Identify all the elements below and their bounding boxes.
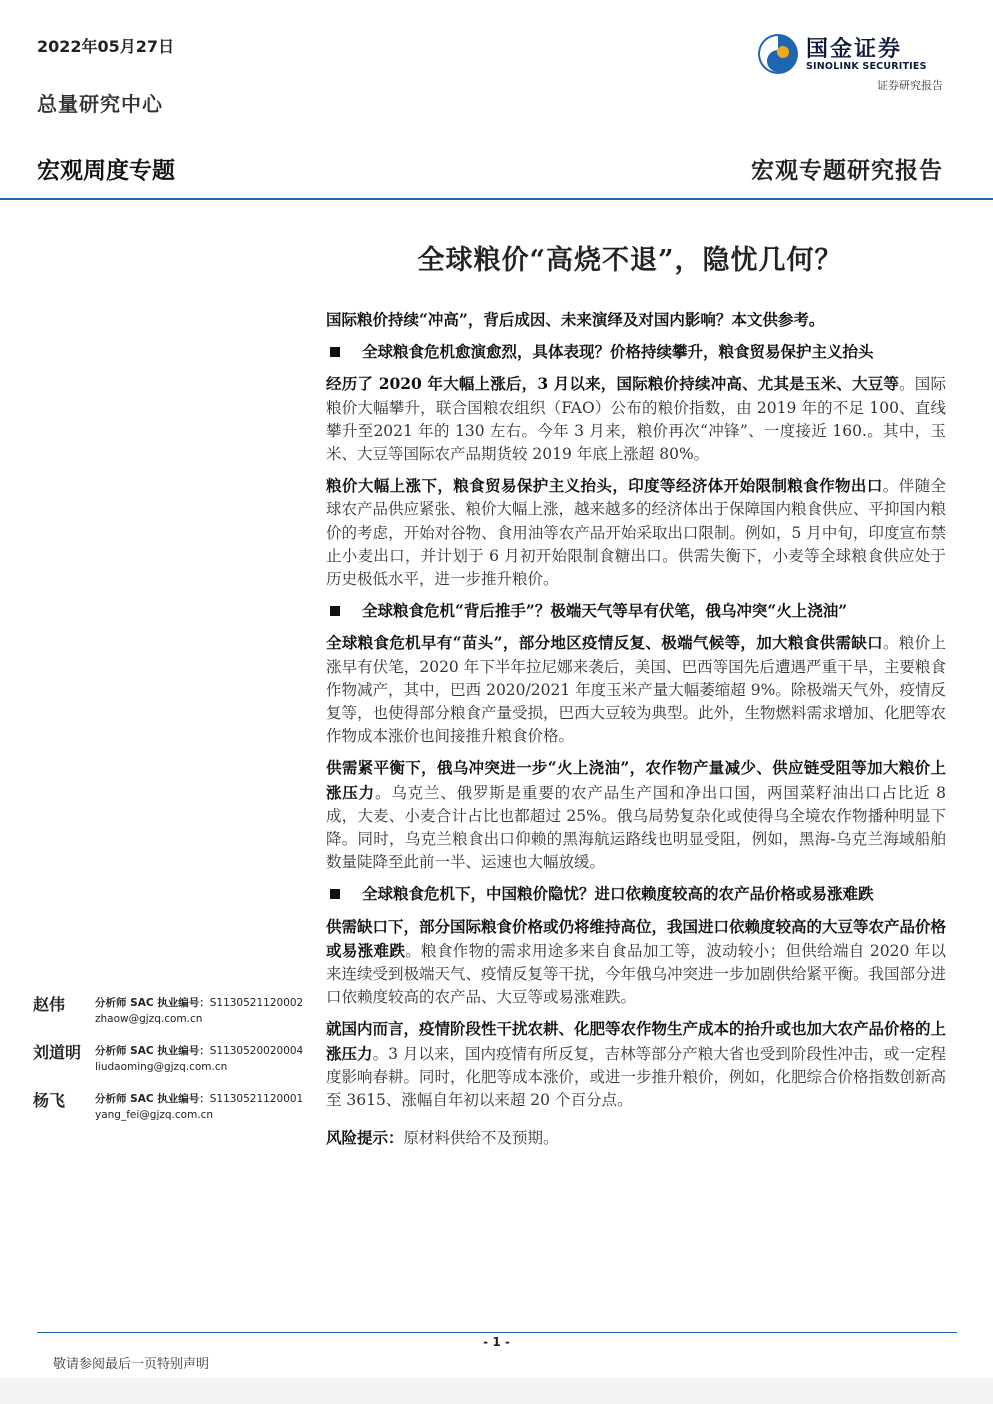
report-series: 宏观周度专题 xyxy=(37,158,175,184)
analyst-entry xyxy=(33,1086,323,1123)
paragraph-lead: 供需缺口下，部分国际粮食价格或仍将维持高位，我国进口依赖度较高的大豆等农产品价格或易涨难跌 xyxy=(326,916,947,960)
footer-divider xyxy=(37,1332,957,1333)
analyst-email[interactable]: zhaow@gjzq.com.cn xyxy=(95,1013,203,1025)
paragraph xyxy=(326,474,946,591)
report-body xyxy=(326,308,946,1159)
paragraph-text: 。粮价上涨早有伏笔，2020 年下半年拉尼娜来袭后，美国、巴西等国先后遭遇严重干旱，主要粮食作物减产，其中，巴西 2020/2021 年度玉米产量大幅萎缩超 9%。除极端天气外，疫情反复等，也使得部分粮食产量受损，巴西大豆较为典型。此外，生物燃料需求增加、化肥等农作物成本涨价也间接推升粮食价格。 xyxy=(326,634,947,746)
paragraph-text: 。乌克兰、俄罗斯是重要的农产品生产国和净出口国，两国菜籽油出口占比近 8 成，大麦、小麦合计占比也都超过 25%。俄乌局势复杂化或使得乌全境农作物播种明显下降。同时，乌克兰粮食出口仰赖的黑海航运路线也明显受阻，例如，黑海-乌克兰海域船舶数量陡降至此前一半、运速也大幅放缓。 xyxy=(326,783,946,872)
bullet-square-icon xyxy=(330,347,340,357)
research-center: 总量研究中心 xyxy=(37,92,163,116)
analyst-entry xyxy=(33,1038,323,1075)
bullet-square-icon xyxy=(330,889,340,899)
bullet-square-icon xyxy=(330,606,340,616)
intro-line: 国际粮价持续“冲高”，背后成因、未来演绎及对国内影响？本文供参考。 xyxy=(326,310,825,329)
header-divider xyxy=(0,198,993,200)
analyst-entry xyxy=(33,990,323,1027)
bottom-band xyxy=(0,1378,993,1404)
paragraph-lead: 经历了 2020 年大幅上涨后，3 月以来，国际粮价持续冲高、尤其是玉米、大豆等 xyxy=(326,374,900,394)
analyst-list xyxy=(33,990,323,1134)
paragraph xyxy=(326,631,946,748)
cert-number: S1130521120002 xyxy=(209,997,304,1009)
section-heading: 全球粮食危机下，中国粮价隐忧？进口依赖度较高的农产品价格或易涨难跌 xyxy=(326,882,946,905)
analyst-email[interactable]: liudaoming@gjzq.com.cn xyxy=(95,1061,228,1073)
paragraph-text: 。国际粮价大幅攀升，联合国粮农组织（FAO）公布的粮价指数，由 2019 年的不足 100、直线攀升至2021 年的 130 左右。今年 3 月来，粮价再次“冲锋”、一度接近 160.。其中，玉米、大豆等国际农产品期货较 2019 年底上涨超 80%。 xyxy=(326,375,946,464)
analyst-name: 杨飞 xyxy=(33,1091,66,1110)
report-type: 宏观专题研究报告 xyxy=(751,157,943,184)
footer-disclaimer: 敬请参阅最后一页特别声明 xyxy=(53,1357,210,1372)
section-heading: 全球粮食危机“背后推手”？极端天气等早有伏笔，俄乌冲突“火上浇油” xyxy=(326,599,946,622)
risk-label: 风险提示： xyxy=(326,1128,404,1148)
logo-mark-icon xyxy=(756,32,800,76)
report-title: 全球粮价“高烧不退”，隐忧几何？ xyxy=(417,245,843,276)
paragraph-text: 。3 月以来，国内疫情有所反复，吉林等部分产粮大省也受到阶段性冲击，或一定程度影响春耕。同时，化肥等成本涨价，或进一步推升粮价，例如，化肥综合价格指数创新高至 3615、涨幅自年初以来超 20 个百分点。 xyxy=(326,1044,947,1110)
paragraph-text: 。伴随全球农产品供应紧张、粮价大幅上涨，越来越多的经济体出于保障国内粮食供应、平抑国内粮价的考虑，开始对谷物、食用油等农产品开始采取出口限制。例如，5 月中旬，印度宣布禁止小麦出口，并计划于 6 月初开始限制食糖出口。供需失衡下，小麦等全球粮食供应处于历史极低水平，进一步推升粮价。 xyxy=(326,477,947,589)
cert-label: 分析师 SAC 执业编号： xyxy=(95,1045,210,1057)
cert-number: S1130521120001 xyxy=(209,1093,304,1105)
cert-label: 分析师 SAC 执业编号： xyxy=(95,1093,210,1105)
analyst-email[interactable]: yang_fei@gjzq.com.cn xyxy=(95,1109,214,1121)
paragraph xyxy=(326,915,946,1010)
company-logo xyxy=(756,30,946,78)
paragraph-text: 。粮食作物的需求用途多来自食品加工等，波动较小；但供给端自 2020 年以来连续受到极端天气、疫情反复等干扰，今年俄乌冲突进一步加剧供给紧平衡。我国部分进口依赖度较高的农产品、大豆等或易涨难跌。 xyxy=(326,941,947,1007)
section-heading: 全球粮食危机愈演愈烈，具体表现？价格持续攀升，粮食贸易保护主义抬头 xyxy=(326,340,946,363)
paragraph xyxy=(326,1017,946,1112)
paragraph-lead: 就国内而言，疫情阶段性干扰农耕、化肥等农作物生产成本的抬升或也加大农产品价格的上涨压力 xyxy=(326,1019,947,1063)
cert-label: 分析师 SAC 执业编号： xyxy=(95,997,210,1009)
paragraph xyxy=(326,756,946,874)
logo-chinese-name: 国金证券 xyxy=(806,37,903,62)
risk-text: 原材料供给不及预期。 xyxy=(403,1129,559,1148)
analyst-name: 赵伟 xyxy=(33,995,66,1014)
paragraph-lead: 全球粮食危机早有“苗头”，部分地区疫情反复、极端气候等，加大粮食供需缺口 xyxy=(326,633,883,653)
analyst-name: 刘道明 xyxy=(33,1043,82,1062)
paragraph-lead: 供需紧平衡下，俄乌冲突进一步“火上浇油”，农作物产量减少、供应链受阻等加大粮价上涨压力 xyxy=(326,758,946,802)
report-category-label: 证券研究报告 xyxy=(877,79,943,92)
report-date: 2022年05月27日 xyxy=(37,37,175,56)
paragraph-lead: 粮价大幅上涨下，粮食贸易保护主义抬头，印度等经济体开始限制粮食作物出口 xyxy=(326,476,883,496)
paragraph xyxy=(326,372,946,466)
logo-english-name: SINOLINK SECURITIES xyxy=(806,61,927,72)
risk-notice xyxy=(326,1126,946,1150)
page-number: - 1 - xyxy=(483,1335,510,1349)
cert-number: S1130520020004 xyxy=(209,1045,304,1057)
